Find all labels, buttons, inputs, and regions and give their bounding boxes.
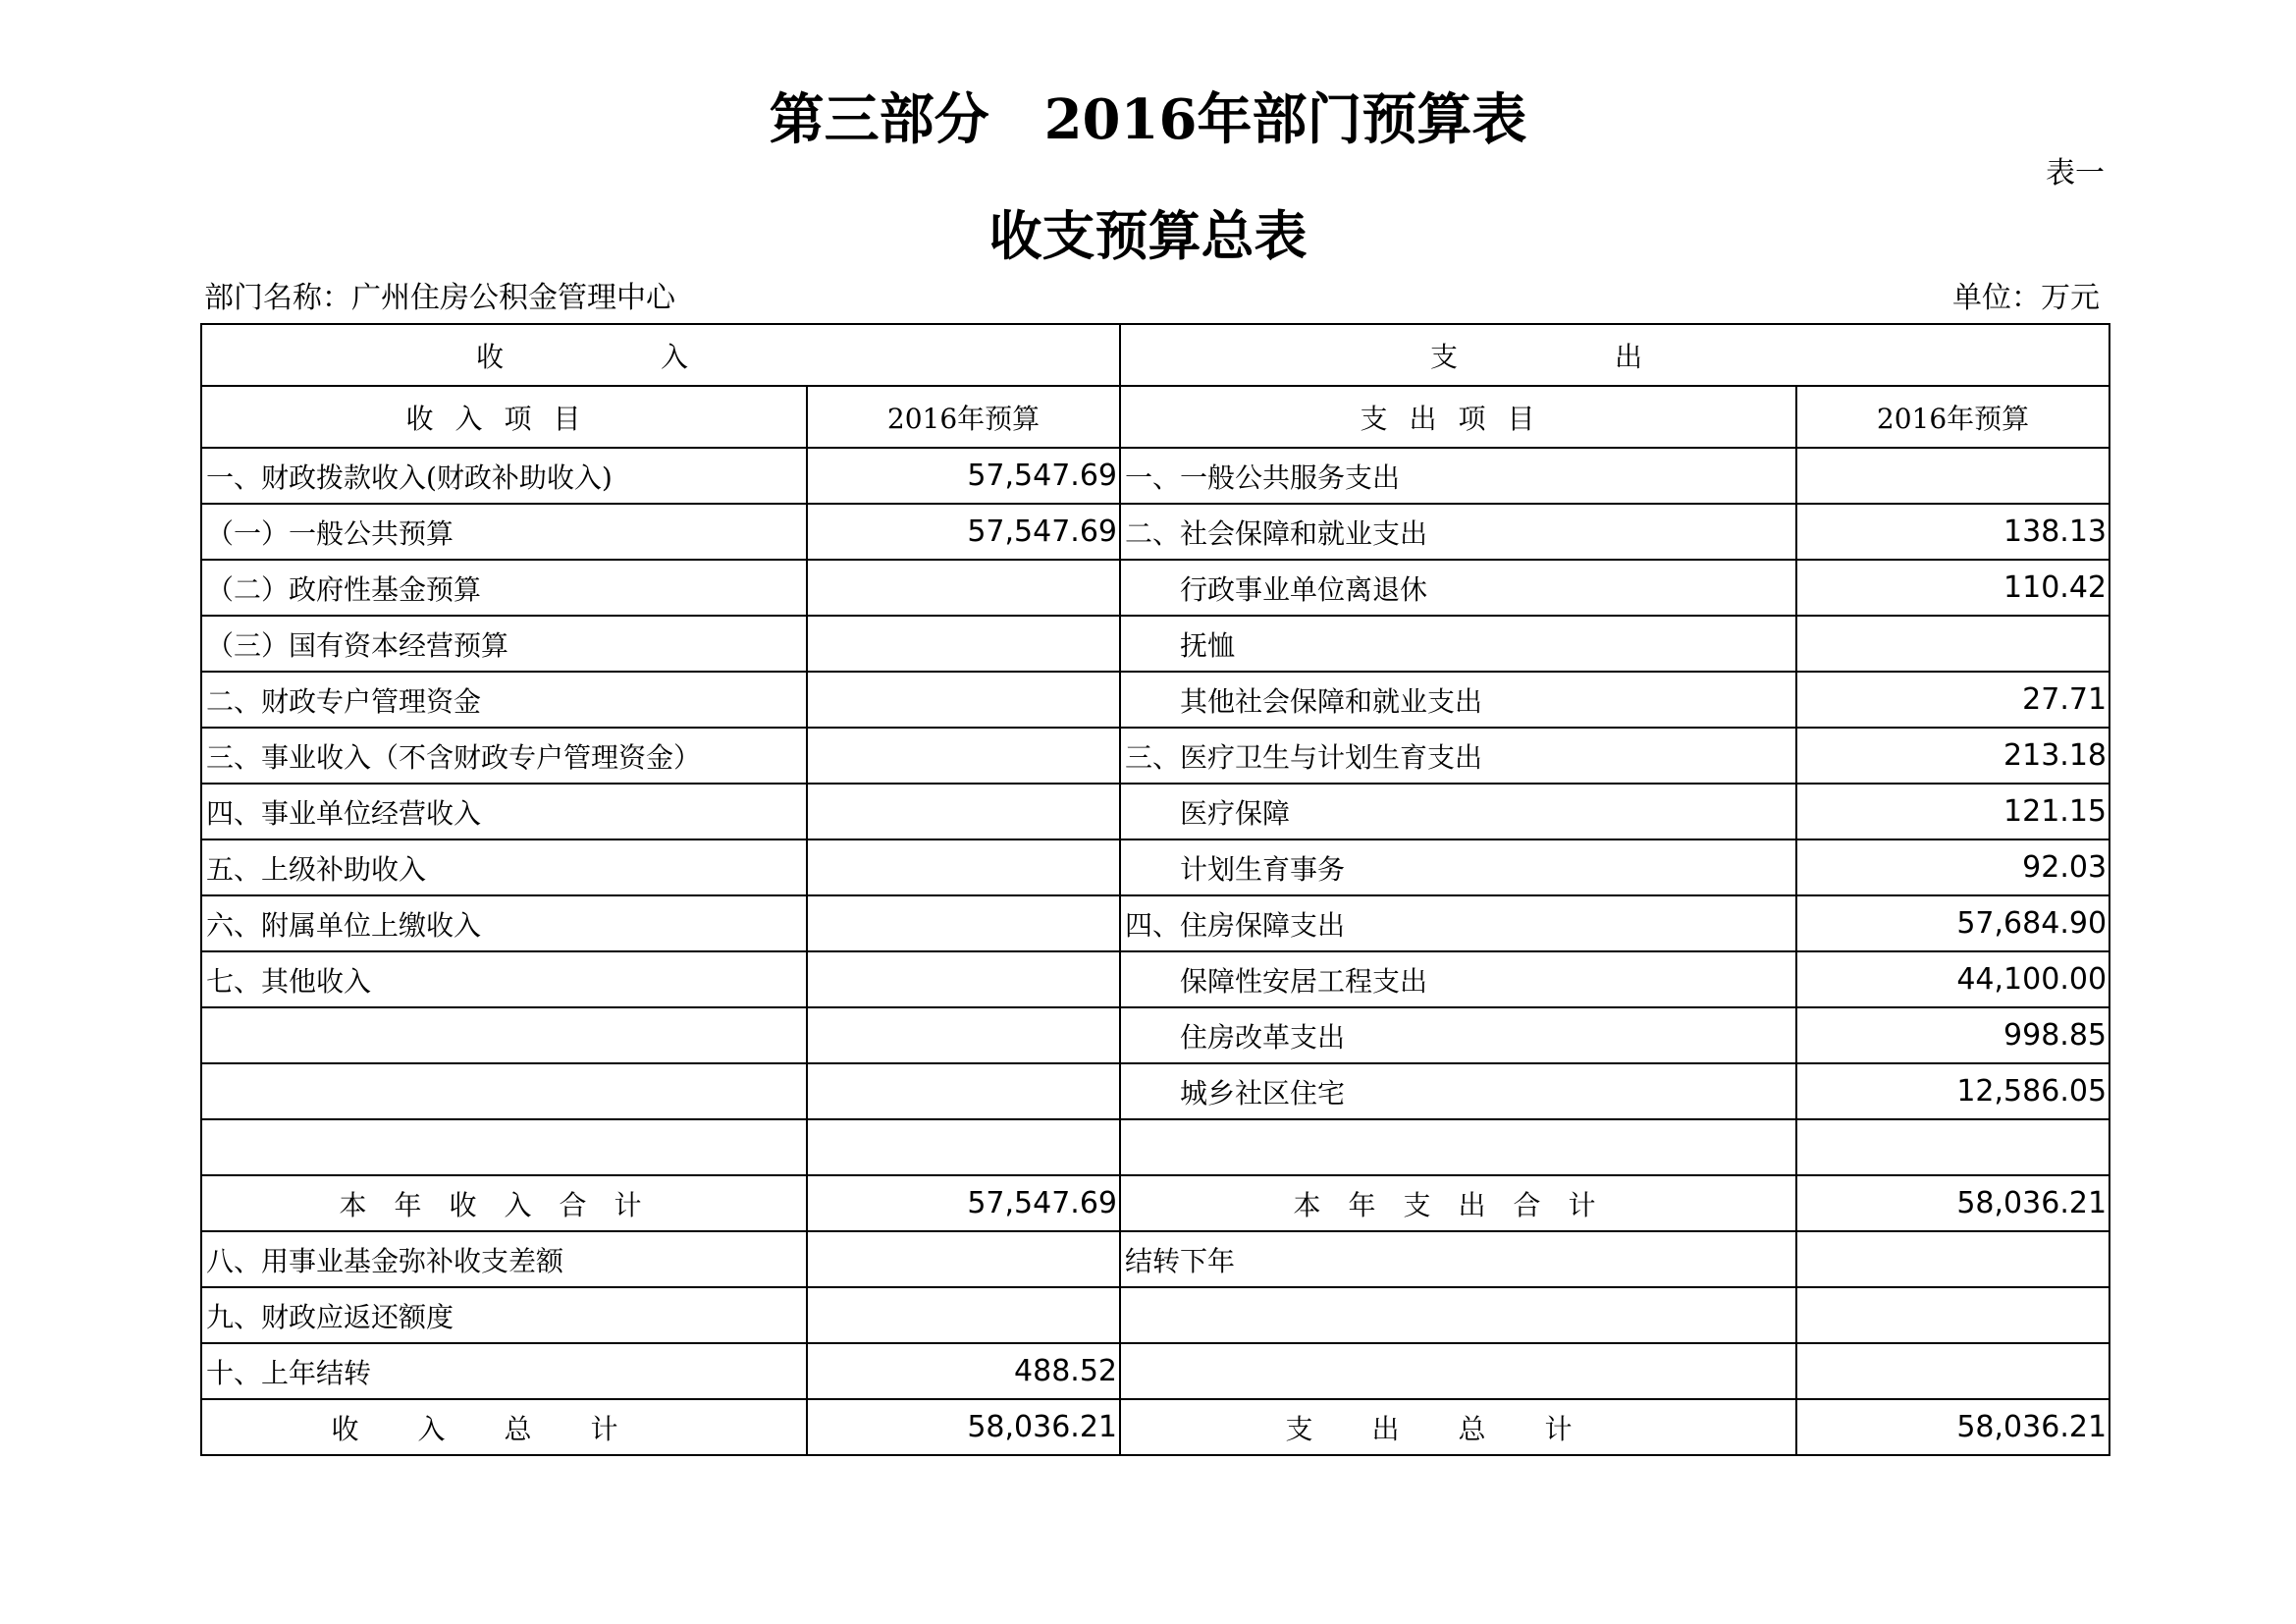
table-row: [201, 1399, 2109, 1455]
income-item: 一、财政拨款收入(财政补助收入): [201, 448, 807, 504]
table-row: [201, 951, 2109, 1007]
income-item: [201, 1007, 807, 1063]
income-item: 收入总计: [201, 1399, 807, 1455]
expense-item: 二、社会保障和就业支出: [1120, 504, 1796, 560]
table-row: [201, 560, 2109, 616]
expense-amount: 138.13: [1796, 504, 2109, 560]
expense-budget-header: 2016年预算: [1796, 386, 2109, 448]
expense-item: 支出总计: [1120, 1399, 1796, 1455]
income-amount: [807, 672, 1120, 728]
income-item: 八、用事业基金弥补收支差额: [201, 1231, 807, 1287]
expense-amount: [1796, 1231, 2109, 1287]
income-header: 收入: [201, 324, 1120, 386]
income-item: 七、其他收入: [201, 951, 807, 1007]
table-row: [201, 672, 2109, 728]
expense-amount: 12,586.05: [1796, 1063, 2109, 1119]
table-title: 收支预算总表: [988, 204, 1308, 267]
expense-item: 保障性安居工程支出: [1120, 951, 1796, 1007]
expense-item: [1120, 1343, 1796, 1399]
income-item: （一）一般公共预算: [201, 504, 807, 560]
table-row: [201, 839, 2109, 895]
income-amount: [807, 1119, 1120, 1175]
expense-item-header: 支出项目: [1120, 386, 1796, 448]
income-amount: [807, 728, 1120, 784]
income-item: 二、财政专户管理资金: [201, 672, 807, 728]
income-amount: [807, 616, 1120, 672]
expense-amount: [1796, 1119, 2109, 1175]
table-row: [201, 1063, 2109, 1119]
table-row: [201, 1119, 2109, 1175]
expense-amount: 27.71: [1796, 672, 2109, 728]
table-row: [201, 1231, 2109, 1287]
expense-amount: [1796, 448, 2109, 504]
income-amount: [807, 895, 1120, 951]
expense-amount: 92.03: [1796, 839, 2109, 895]
department-name: 部门名称：广州住房公积金管理中心: [204, 281, 675, 315]
table-row: [201, 784, 2109, 839]
table-row: [201, 895, 2109, 951]
income-amount: 488.52: [807, 1343, 1120, 1399]
income-amount: [807, 839, 1120, 895]
expense-item: 医疗保障: [1120, 784, 1796, 839]
expense-amount: 998.85: [1796, 1007, 2109, 1063]
budget-summary-table: [200, 323, 2110, 1456]
income-item: 九、财政应返还额度: [201, 1287, 807, 1343]
income-amount: 57,547.69: [807, 1175, 1120, 1231]
table-row: [201, 1343, 2109, 1399]
expense-amount: 213.18: [1796, 728, 2109, 784]
expense-item: 行政事业单位离退休: [1120, 560, 1796, 616]
expense-item: 本年支出合计: [1120, 1175, 1796, 1231]
expense-item: 三、医疗卫生与计划生育支出: [1120, 728, 1796, 784]
table-row: [201, 1175, 2109, 1231]
table-subheader-row: [201, 386, 2109, 448]
table-header-row: [201, 324, 2109, 386]
expense-item: [1120, 1119, 1796, 1175]
income-item: 本年收入合计: [201, 1175, 807, 1231]
income-item: （二）政府性基金预算: [201, 560, 807, 616]
income-amount: [807, 560, 1120, 616]
table-row: [201, 1287, 2109, 1343]
income-item: 四、事业单位经营收入: [201, 784, 807, 839]
expense-amount: 110.42: [1796, 560, 2109, 616]
table-row: [201, 616, 2109, 672]
income-amount: 57,547.69: [807, 448, 1120, 504]
page-title: 第三部分 2016年部门预算表: [769, 87, 1527, 152]
expense-item: 城乡社区住宅: [1120, 1063, 1796, 1119]
expense-item: 结转下年: [1120, 1231, 1796, 1287]
expense-item: [1120, 1287, 1796, 1343]
income-item: [201, 1119, 807, 1175]
expense-amount: 58,036.21: [1796, 1175, 2109, 1231]
income-item: [201, 1063, 807, 1119]
income-budget-header: 2016年预算: [807, 386, 1120, 448]
expense-amount: [1796, 1287, 2109, 1343]
expense-item: 住房改革支出: [1120, 1007, 1796, 1063]
expense-item: 计划生育事务: [1120, 839, 1796, 895]
income-amount: [807, 1007, 1120, 1063]
income-item: 十、上年结转: [201, 1343, 807, 1399]
table-row: [201, 504, 2109, 560]
expense-amount: 57,684.90: [1796, 895, 2109, 951]
income-amount: [807, 1287, 1120, 1343]
table-row: [201, 448, 2109, 504]
income-amount: 58,036.21: [807, 1399, 1120, 1455]
table-row: [201, 728, 2109, 784]
income-amount: 57,547.69: [807, 504, 1120, 560]
income-amount: [807, 1231, 1120, 1287]
expense-item: 其他社会保障和就业支出: [1120, 672, 1796, 728]
expense-item: 抚恤: [1120, 616, 1796, 672]
income-amount: [807, 1063, 1120, 1119]
expense-amount: [1796, 1343, 2109, 1399]
expense-header: 支出: [1120, 324, 2109, 386]
expense-amount: 44,100.00: [1796, 951, 2109, 1007]
expense-amount: [1796, 616, 2109, 672]
table-row: [201, 1007, 2109, 1063]
table-number: 表一: [2046, 156, 2105, 190]
income-item-header: 收入项目: [201, 386, 807, 448]
income-item: （三）国有资本经营预算: [201, 616, 807, 672]
income-item: 三、事业收入（不含财政专户管理资金）: [201, 728, 807, 784]
income-item: 六、附属单位上缴收入: [201, 895, 807, 951]
income-item: 五、上级补助收入: [201, 839, 807, 895]
unit-label: 单位：万元: [1952, 281, 2100, 315]
expense-amount: 58,036.21: [1796, 1399, 2109, 1455]
income-amount: [807, 784, 1120, 839]
expense-amount: 121.15: [1796, 784, 2109, 839]
expense-item: 四、住房保障支出: [1120, 895, 1796, 951]
expense-item: 一、一般公共服务支出: [1120, 448, 1796, 504]
income-amount: [807, 951, 1120, 1007]
